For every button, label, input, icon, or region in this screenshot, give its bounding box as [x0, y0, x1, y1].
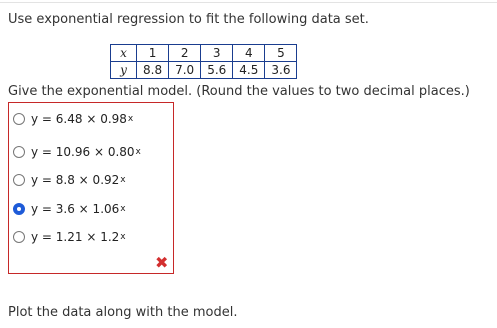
- table-cell: 8.8: [137, 62, 169, 79]
- radio-button-selected[interactable]: [13, 203, 25, 215]
- table-row-y: [111, 62, 297, 79]
- choice-label: y = 10.96 × 0.80: [31, 145, 135, 159]
- instruction-text: Use exponential regression to fit the following data set.: [8, 12, 369, 27]
- choice-exponent: x: [120, 232, 126, 242]
- table-header-x: x: [111, 45, 137, 62]
- table-cell: 4.5: [233, 62, 265, 79]
- table-cell: 4: [233, 45, 265, 62]
- table-row-x: [111, 45, 297, 62]
- table-cell: 5.6: [201, 62, 233, 79]
- wrong-x-icon: ✖: [155, 253, 169, 272]
- question-prompt: Give the exponential model. (Round the values to two decimal places.): [8, 84, 470, 99]
- choice-label: y = 8.8 × 0.92: [31, 173, 120, 187]
- choice-option-1[interactable]: [13, 109, 133, 129]
- table-cell: 2: [169, 45, 201, 62]
- choice-exponent: x: [120, 204, 126, 214]
- data-table: [110, 44, 297, 79]
- radio-button[interactable]: [13, 174, 25, 186]
- next-part-text: Plot the data along with the model.: [8, 305, 238, 320]
- choice-label: y = 3.6 × 1.06: [31, 202, 120, 216]
- choice-label: y = 1.21 × 1.2: [31, 230, 120, 244]
- choice-exponent: x: [135, 147, 141, 157]
- choice-exponent: x: [120, 175, 126, 185]
- table-cell: 7.0: [169, 62, 201, 79]
- table-header-y: y: [111, 62, 137, 79]
- choice-exponent: x: [127, 114, 134, 124]
- choice-option-2[interactable]: [13, 142, 141, 162]
- table-cell: 3.6: [265, 62, 297, 79]
- table-cell: 5: [265, 45, 297, 62]
- choice-label: y = 6.48 × 0.98: [31, 112, 127, 126]
- radio-button[interactable]: [13, 113, 25, 125]
- table-cell: 3: [201, 45, 233, 62]
- choice-option-4[interactable]: [13, 199, 126, 219]
- table-cell: 1: [137, 45, 169, 62]
- answer-choices-box: [8, 102, 174, 274]
- radio-button[interactable]: [13, 231, 25, 243]
- radio-button[interactable]: [13, 146, 25, 158]
- choice-option-3[interactable]: [13, 170, 126, 190]
- top-divider: [0, 2, 497, 3]
- choice-option-5[interactable]: [13, 227, 126, 247]
